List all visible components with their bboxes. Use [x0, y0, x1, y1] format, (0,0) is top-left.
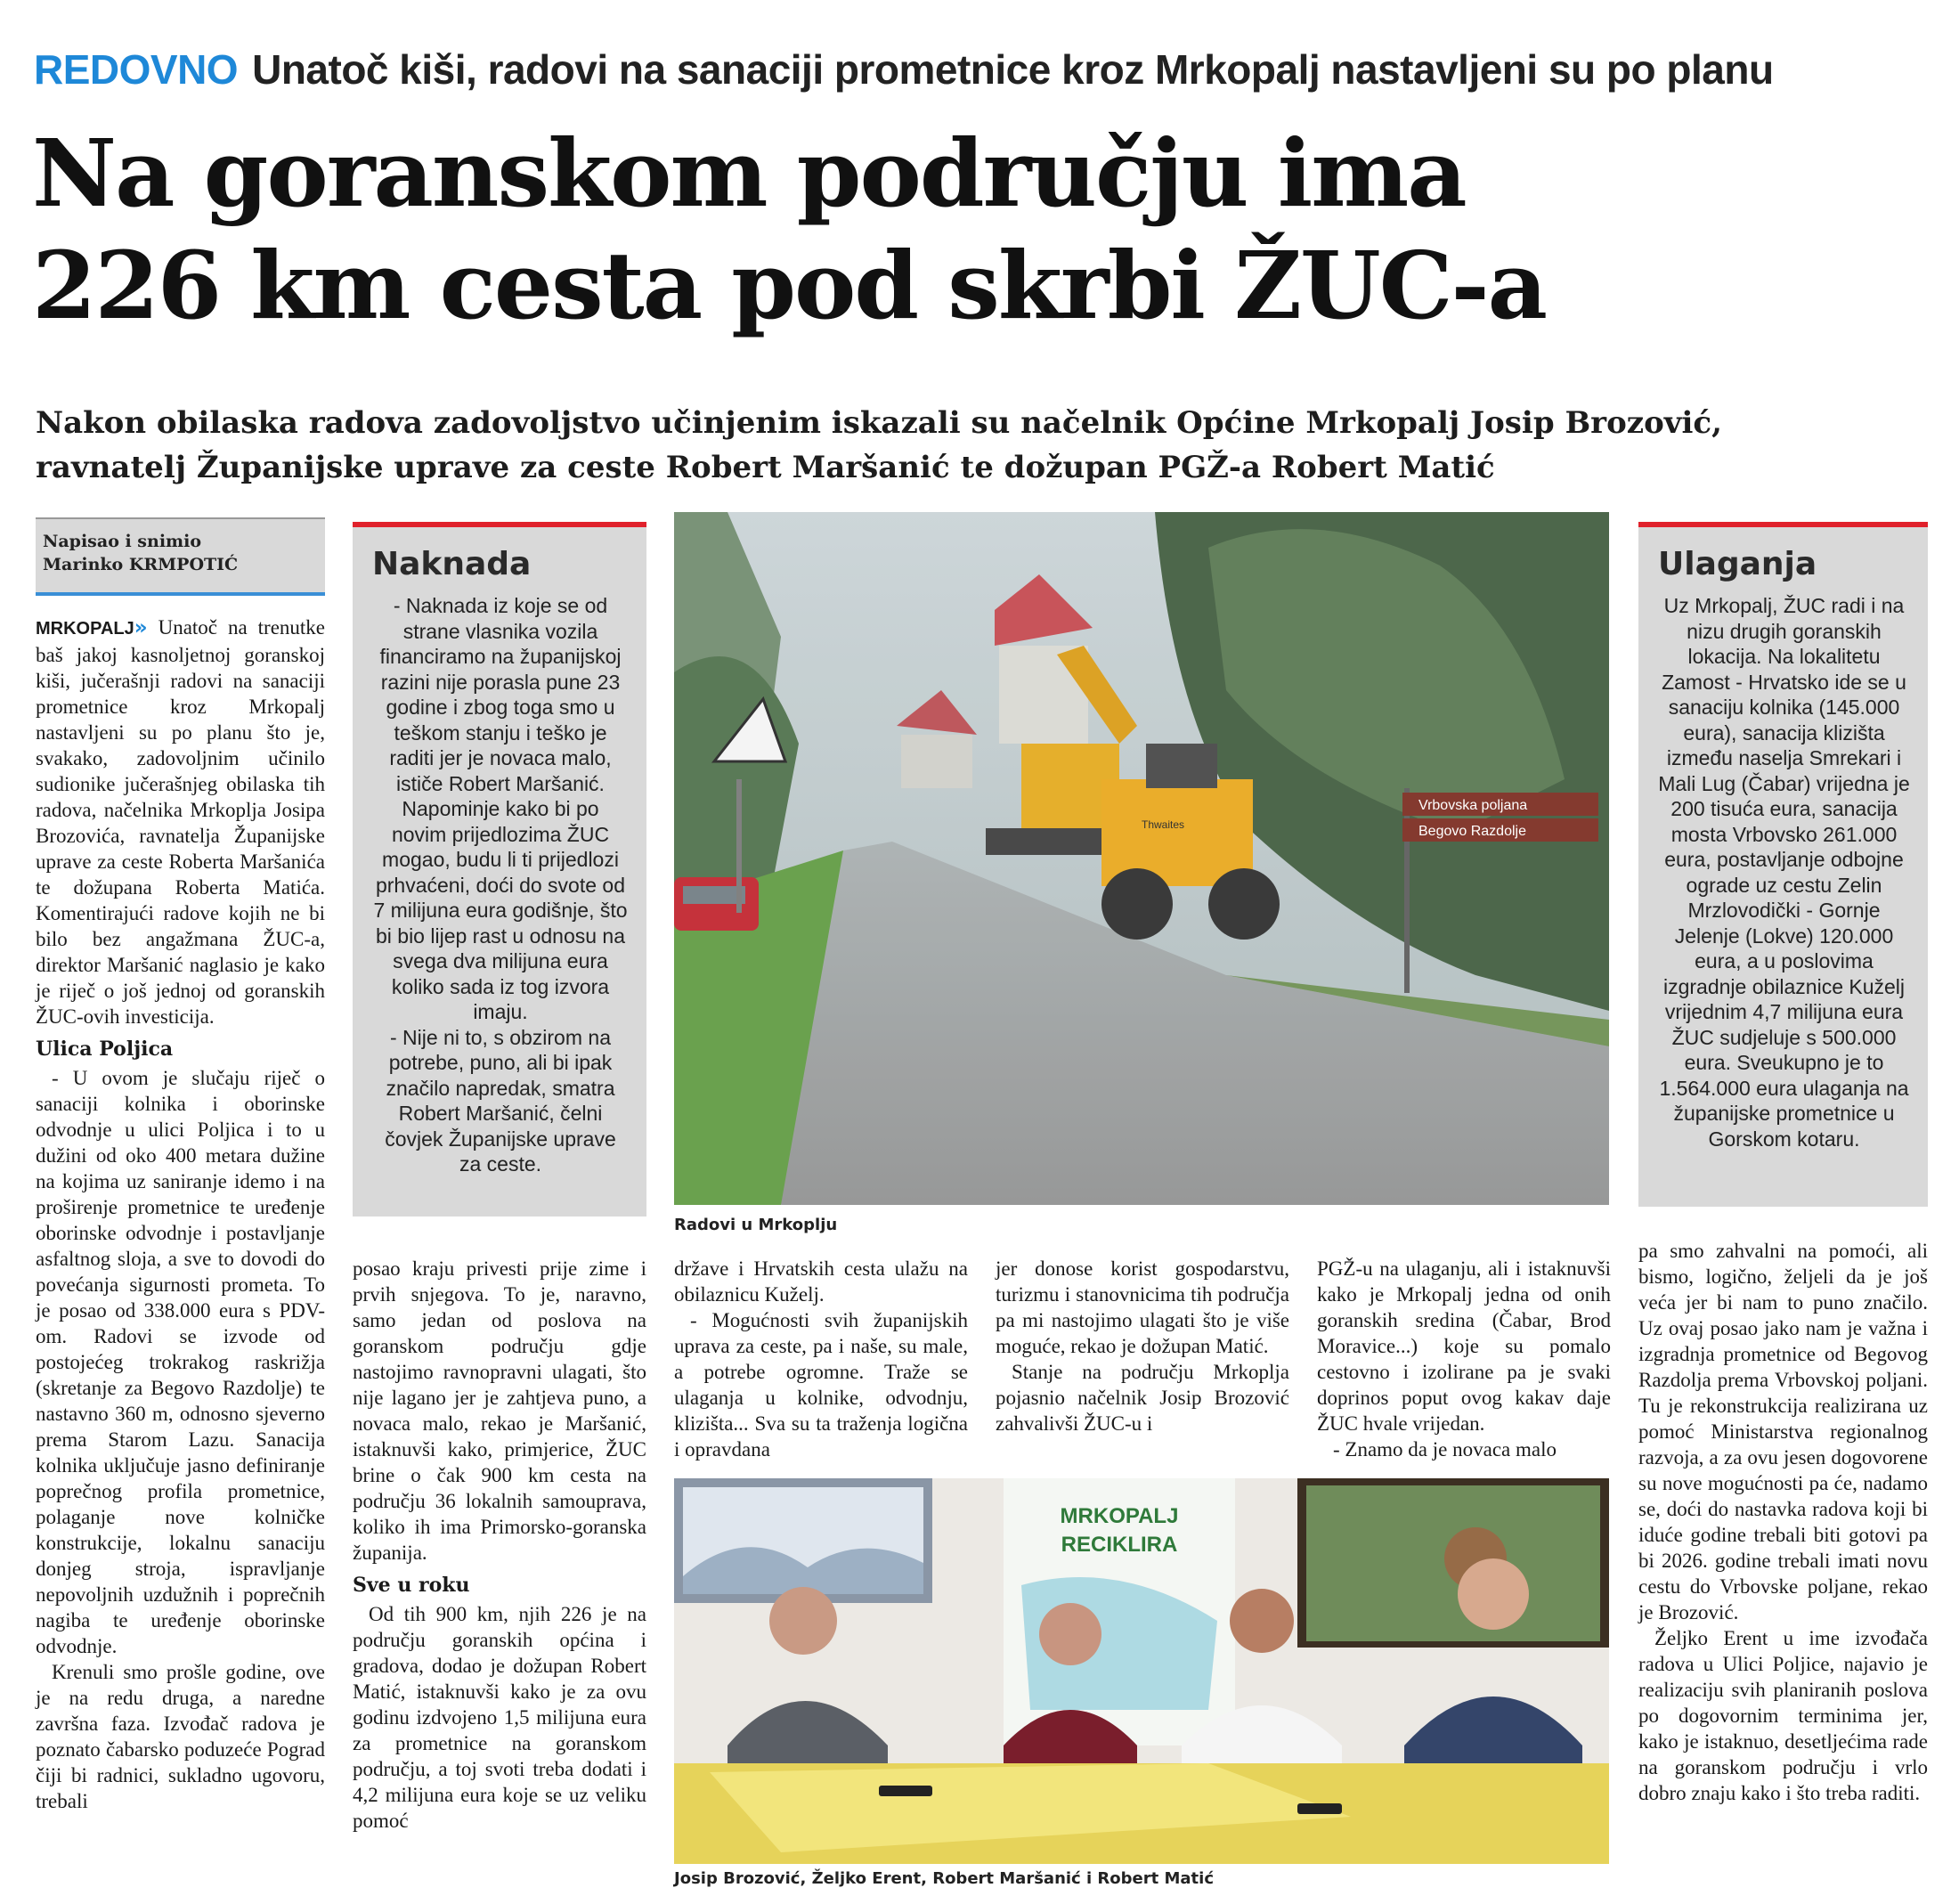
- subheading: Sve u roku: [353, 1574, 470, 1597]
- paragraph-text: Unatoč na trenutke baš jakoj kasnoljetnoj goranskoj kiši, jučerašnji radovi na sanaciji prometnice kroz Mrkopalj nastavljeni su po planu što je, svakako, zadovoljnim učinilo sudionike jučerašnjeg obilaska tih radova, načelnika Mrkoplja Josipa Brozovića, ravnatelja Županijske uprave za ceste Roberta Maršanića te dožupana Roberta Matića. Komentirajući radove kojih ne bi bilo bez angažmana ŽUC-a, direktor Maršanić naglasio je kako je riječ o još jednoj od goranskih ŽUC-ovih investicija.: [36, 616, 325, 1028]
- section-label: REDOVNO: [34, 46, 239, 93]
- headline-line-1: Na goranskom području ima: [32, 118, 1466, 228]
- paragraph: posao kraju privesti prije zime i prvih snjegova. To je, naravno, samo jedan od poslova na goranskom području gdje nastojimo ravnopravni ulagati, što nije lagano jer je zahtjeva puno, a novaca malo, rekao je Maršanić, istaknuvši kako, primjerice, ŽUC brine o čak 900 km cesta na području 36 lokalnih samouprava, koliko ih ima Primorsko-goranska županija.: [353, 1257, 646, 1564]
- paragraph: [36, 614, 325, 1029]
- paragraph: PGŽ-u na ulaganju, ali i istaknuvši kako je Mrkopalj jedna od onih goranskih sredina (Čabar, Brod Moravice...) koje su pomalo cestovno i izolirane pa je svaki doprinos poput ovog kakav daje ŽUC hvale vrijedan.: [1317, 1257, 1611, 1435]
- banner-text-2: RECIKLIRA: [1061, 1533, 1178, 1557]
- kicker: [34, 43, 1939, 96]
- sidebar-paragraph: - Nije ni to, s obzirom na potrebe, puno, ali bi ipak značilo napredak, smatra Robert Maršanić, čelni čovjek Županijske uprave za ceste.: [385, 1025, 616, 1176]
- paragraph: države i Hrvatskih cesta ulažu na obilaznicu Kuželj.: [674, 1257, 968, 1306]
- paragraph: Od tih 900 km, njih 226 je na području goranskih općina i gradova, dodao je dožupan Robert Matić, istaknuvši kako je za ovu godinu izdvojeno 1,5 milijuna eura za prometnice na goranskom području, a toj svoti treba dodati i 4,2 milijuna eura koje se uz veliku pomoć: [353, 1603, 646, 1832]
- sidebar-title: Ulaganja: [1658, 546, 1817, 582]
- sidebar-title: Naknada: [372, 546, 532, 582]
- paragraph: pa smo zahvalni na pomoći, ali bismo, logično, željeli da je još veća jer bi nam to puno značilo. Uz ovaj posao jako nam je važna i izgradnja prometnice od Begovog Razdolja prema Vrbovskoj poljani. Tu je rekonstrukcija realizirana uz pomoć Ministarstva regionalnog razvoja, a za ovu jesen dogovorene su nove mogućnosti pa će, nadamo se, doći do nastavka radova koji bi iduće godine trebali biti gotovi pa bi 2026. godine trebali imati novu cestu do Vrbovske poljane, rekao je Brozović.: [1638, 1240, 1928, 1623]
- sign-begovo: Begovo Razdolje: [1418, 824, 1526, 839]
- photo-caption-2: Josip Brozović, Željko Erent, Robert Maršanić i Robert Matić: [674, 1869, 1214, 1888]
- sidebar-paragraph: Napominje kako bi po novim prijedlozima ŽUC mogao, budu li ti prijedlozi prhvaćeni, doći do svote od 7 milijuna eura godišnje, što bi bio lijep rast u odnosu na svega dva milijuna eura koliko sada iz tog izvora imaju.: [373, 797, 628, 1023]
- subheading: Ulica Poljica: [36, 1037, 174, 1061]
- article-column-2: [353, 1256, 646, 1834]
- sidebar-naknada: [353, 522, 646, 1216]
- standfirst: [36, 401, 1923, 490]
- sidebar-paragraph: Uz Mrkopalj, ŽUC radi i na nizu drugih goranskih lokacija. Na lokalitetu Zamost - Hrvatsko ide se u sanaciju kolnika (145.000 eura), sanacija klizišta između naselja Smrekari i Mali Lug (Čabar) vrijedna je 200 tisuća eura, sanacija mosta Vrbovsko 261.000 eura, postavljanje odbojne ograde uz cestu Zelin Mrzlovodički - Gornje Jelenje (Lokve) 120.000 eura, a u poslovima izgradnje obilaznice Kuželj vrijednim 4,7 milijuna eura ŽUC sudjeluje s 500.000 eura. Sveukupno je to 1.564.000 eura ulaganja na županijske prometnice u Gorskom kotaru.: [1658, 594, 1910, 1151]
- paragraph: - Mogućnosti svih županijskih uprava za ceste, pa i naše, su male, a potrebe ogromne. Traže se ulaganja u kolnike, odvodnju, klizišta... Sva su ta traženja logična i opravdana: [674, 1309, 968, 1461]
- sidebar-paragraph: - Naknada iz koje se od strane vlasnika vozila financiramo na županijskoj razini nije porasla pune 23 godine i zbog toga smo u teškom stanju i teško je raditi jer je novaca malo, ističe Robert Maršanić.: [379, 594, 622, 795]
- photo-meeting: [674, 1478, 1609, 1864]
- article-column-1: [36, 614, 325, 1814]
- sidebar-ulaganja: [1638, 522, 1928, 1207]
- photo-road-works: [674, 512, 1609, 1205]
- paragraph: jer donose korist gospodarstvu, turizmu i stanovnicima tih područja pa mi nastojimo ulagati što je više moguće, rekao je dožupan Matić.: [996, 1257, 1289, 1357]
- banner-text-1: MRKOPALJ: [1060, 1504, 1179, 1528]
- article-column-3: [674, 1256, 968, 1462]
- paragraph: Krenuli smo prošle godine, ove je na redu druga, a naredne završna faza. Izvođač radova je poznato čabarsko poduzeće Pograd čiji bi radnici, sukladno ugovoru, trebali: [36, 1661, 325, 1812]
- article-column-4: [996, 1256, 1289, 1436]
- kicker-text: Unatoč kiši, radovi na sanaciji prometnice kroz Mrkopalj nastavljeni su po planu: [252, 46, 1774, 93]
- paragraph: Željko Erent u ime izvođača radova u Ulici Poljice, najavio je realizaciju svih planiranih poslova po dogovornim terminima jer, kako je istaknuo, desetljećima rade na goranskom području i vrlo dobro znaju kako i što treba raditi.: [1638, 1627, 1928, 1804]
- dateline: MRKOPALJ: [36, 619, 134, 639]
- byline-role: Napisao i snimio: [43, 532, 202, 551]
- paragraph: Stanje na području Mrkoplja pojasnio načelnik Josip Brozović zahvalivši ŽUC-u i: [996, 1361, 1289, 1435]
- headline-line-2: 226 km cesta pod skrbi ŽUC-a: [32, 231, 1547, 340]
- byline-author: Marinko KRMPOTIĆ: [43, 555, 239, 574]
- double-arrow-icon: »: [134, 616, 148, 639]
- photo-caption-1: Radovi u Mrkoplju: [674, 1216, 838, 1234]
- standfirst-line-2: ravnatelj Županijske uprave za ceste Robert Maršanić te dožupan PGŽ-a Robert Matić: [36, 450, 1495, 485]
- article-column-5: [1317, 1256, 1611, 1462]
- truck-label: Thwaites: [1142, 818, 1185, 831]
- sign-vrbovska: Vrbovska poljana: [1418, 798, 1528, 813]
- headline: [32, 118, 1938, 342]
- paragraph: - Znamo da je novaca malo: [1333, 1438, 1557, 1461]
- article-column-6: [1638, 1238, 1928, 1806]
- byline: [36, 517, 325, 596]
- standfirst-line-1: Nakon obilaska radova zadovoljstvo učinjenim iskazali su načelnik Općine Mrkopalj Josip Brozović,: [36, 405, 1722, 441]
- paragraph: - U ovom je slučaju riječ o sanaciji kolnika i oborinske odvodnje u ulici Poljica i to u dužini od oko 400 metara dužine na kojima uz saniranje idemo i na proširenje prometnice te uređenje oborinske odvodnje i postavljanje asfaltnog sloja, a sve to dovodi do povećanja sigurnosti prometa. To je posao od 338.000 eura s PDV-om. Radovi se izvode od postojećeg trokrakog raskrižja (skretanje za Begovo Razdolje) te nastavno 360 m, odnosno sjeverno prema Starom Lazu. Sanacija kolnika uključuje jasno definiranje poprečnog profila prometnice, polaganje nove kolničke konstrukcije, lokalnu sanaciju donjeg stroja, ispravljanje nepovoljnih uzdužnih i poprečnih nagiba te uređenje oborinske odvodnje.: [36, 1067, 325, 1657]
